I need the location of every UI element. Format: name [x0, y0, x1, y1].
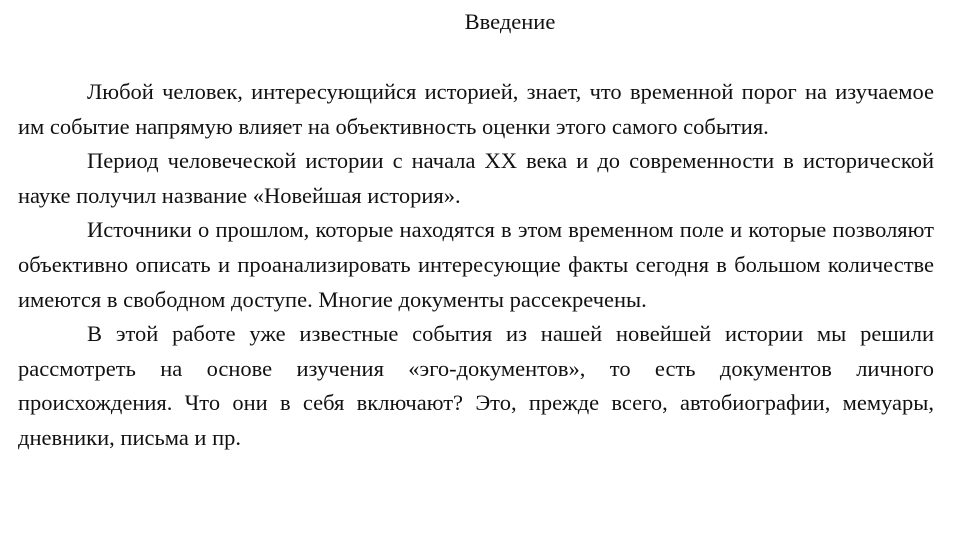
- paragraph-3: Источники о прошлом, которые находятся в этом временном поле и которые позволяют объективно описать и проанализировать интересующие факты сегодня в большом количестве имеются в свободном доступе. Многие документы рассекречены.: [18, 217, 934, 312]
- paragraph-1: Любой человек, интересующийся историей, знает, что временной порог на изучаемое им событие напрямую влияет на объективность оценки этого самого события.: [18, 79, 934, 139]
- paragraph-2: Период человеческой истории с начала XX века и до современности в исторической науке получил название «Новейшая история».: [18, 148, 934, 208]
- paragraph-4: В этой работе уже известные события из нашей новейшей истории мы решили рассмотреть на основе изучения «эго-документов», то есть документов личного происхождения. Что они в себя включают? Это, прежде всего, автобиографии, мемуары, дневники, письма и пр.: [18, 321, 934, 450]
- document-title: Введение: [464, 9, 556, 34]
- document-body: [18, 75, 934, 456]
